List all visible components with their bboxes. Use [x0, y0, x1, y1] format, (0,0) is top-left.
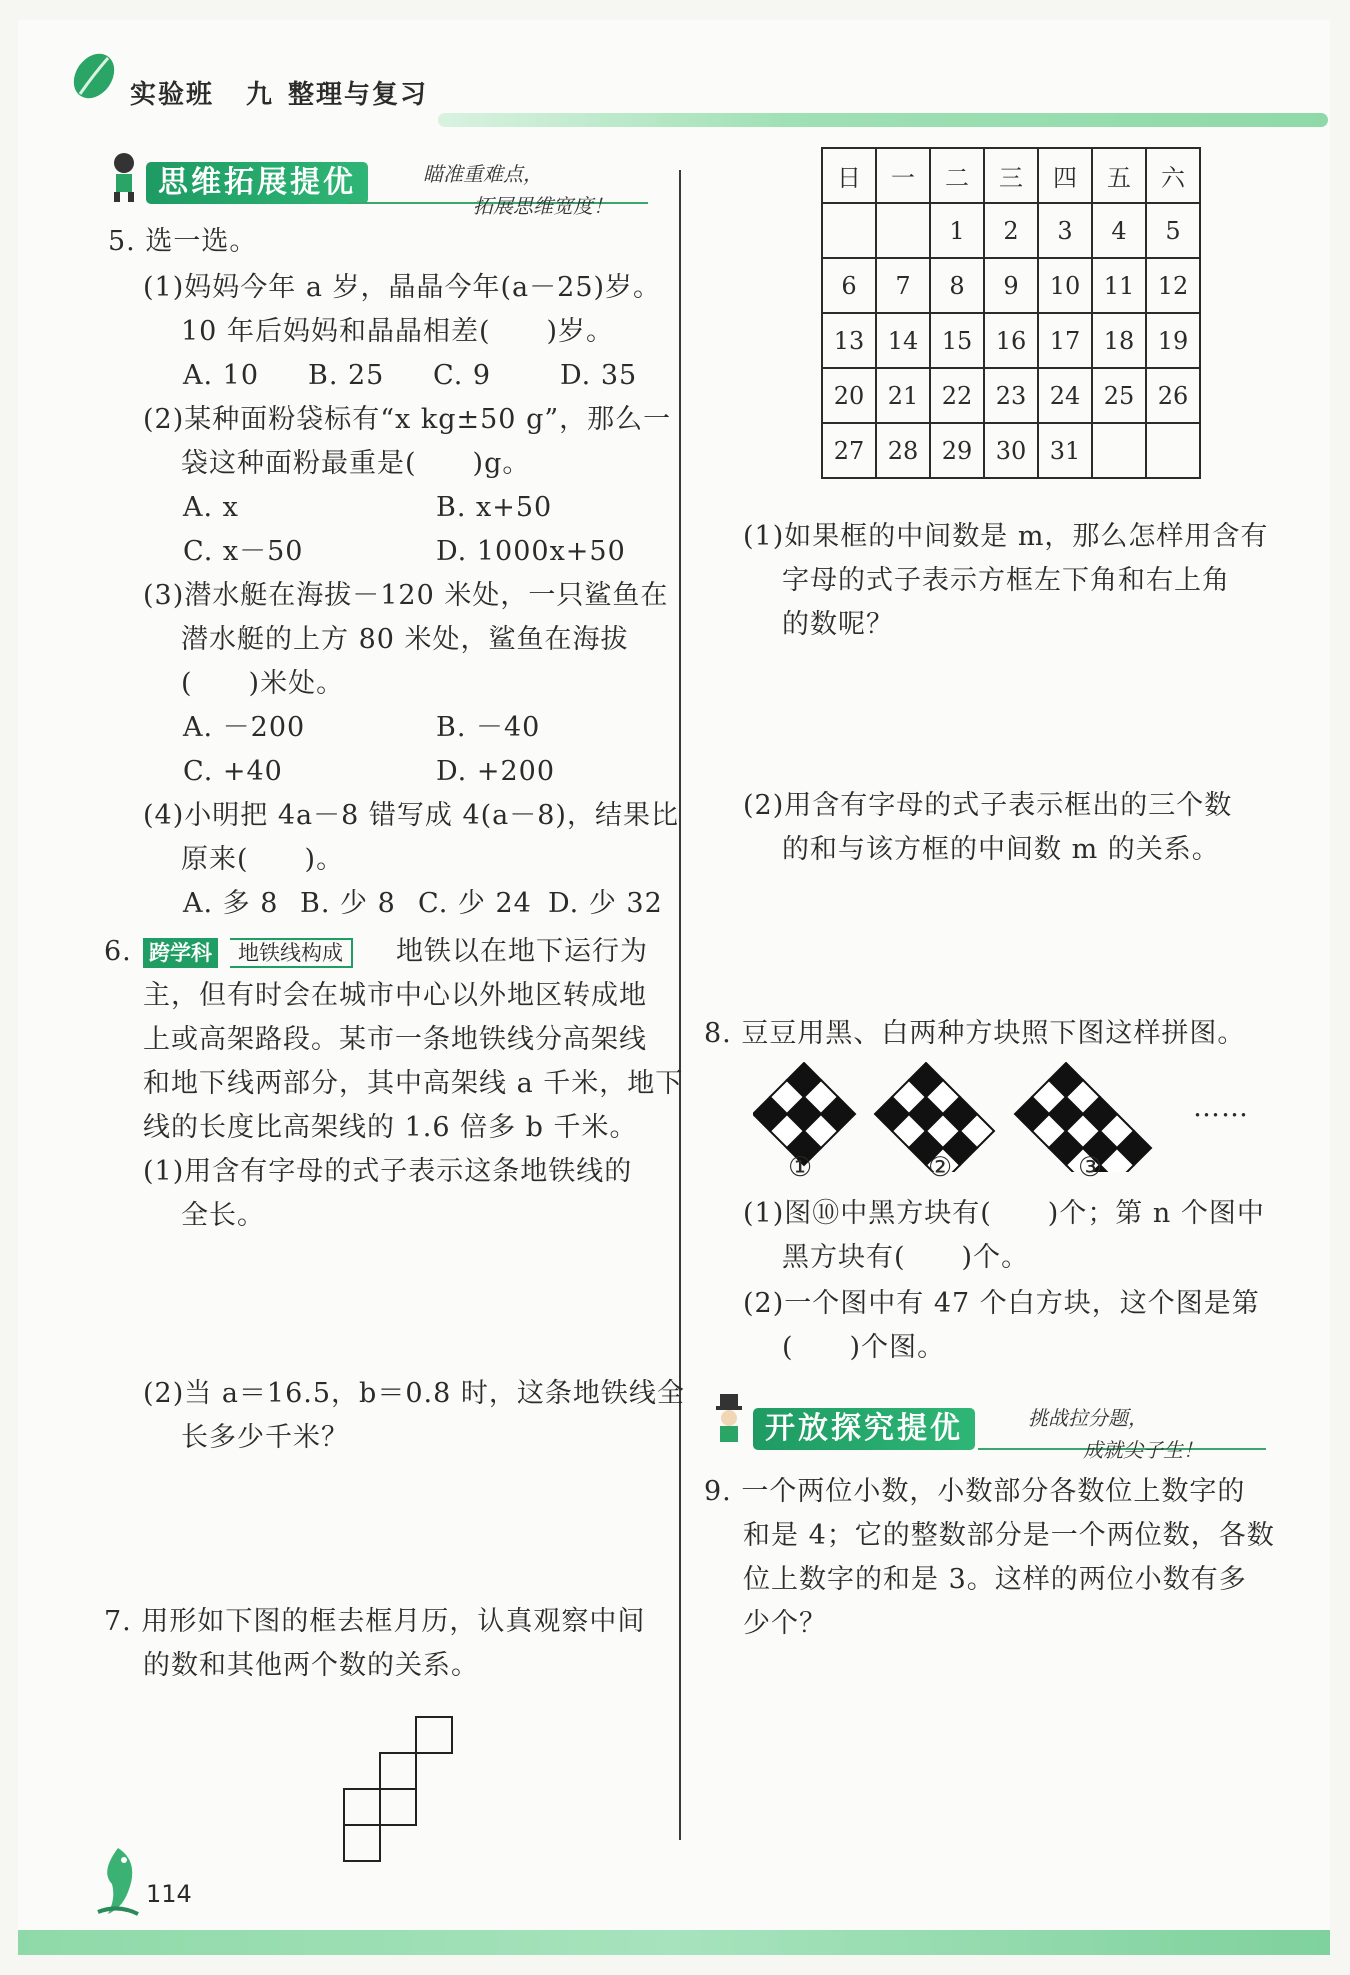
q5-2-option: D. 1000x+50: [436, 536, 626, 567]
calendar-cell: 21: [876, 368, 930, 423]
calendar-header-row: [822, 148, 1200, 203]
q5-2-line: 袋这种面粉最重是( )g。: [181, 448, 531, 479]
workbook-page: [18, 20, 1330, 1955]
banner-note-2: 成就尖子生！: [1083, 1438, 1203, 1462]
calendar-header: 日: [822, 148, 876, 203]
q5-2-option: B. x+50: [436, 492, 553, 523]
calendar-cell: 17: [1038, 313, 1092, 368]
calendar-header: 三: [984, 148, 1038, 203]
pattern-label: ①: [788, 1152, 814, 1183]
q5-4-option: B. 少 8: [300, 888, 396, 919]
calendar-cell: [1146, 423, 1200, 478]
q8-1-line: (1)图⑩中黑方块有( )个；第 n 个图中: [743, 1198, 1265, 1229]
calendar-cell: 29: [930, 423, 984, 478]
banner-note-1: 挑战拉分题，: [1028, 1406, 1148, 1430]
pattern-label: ③: [1078, 1152, 1104, 1183]
q5-2-option: A. x: [183, 492, 239, 523]
q5-1-line: 10 年后妈妈和晶晶相差( )岁。: [181, 316, 615, 347]
calendar-row: [822, 368, 1200, 423]
q5-1-option: B. 25: [308, 360, 385, 391]
calendar-cell: 6: [822, 258, 876, 313]
calendar-cell: 25: [1092, 368, 1146, 423]
q6-text-line: 线的长度比高架线的 1.6 倍多 b 千米。: [143, 1112, 638, 1143]
calendar-row: [822, 203, 1200, 258]
chapter-title: 整理与复习: [288, 80, 429, 110]
calendar-table: [821, 147, 1201, 479]
q5-4-option: C. 少 24: [418, 888, 532, 919]
q5-3-option: C. +40: [183, 756, 283, 787]
magician-mascot-icon: [708, 1392, 752, 1446]
q5-title: 5. 选一选。: [108, 226, 258, 257]
pattern-label: ②: [928, 1152, 954, 1183]
calendar-cell: 31: [1038, 423, 1092, 478]
student-mascot-icon: [104, 150, 144, 204]
q5-3-line: (3)潜水艇在海拔－120 米处，一只鲨鱼在: [143, 580, 669, 611]
q5-3-line: ( )米处。: [181, 668, 345, 699]
q7-2-line: 的和与该方框的中间数 m 的关系。: [782, 834, 1220, 865]
q6-text-line: 和地下线两部分，其中高架线 a 千米，地下: [143, 1068, 684, 1099]
banner-note-1: 瞄准重难点，: [423, 162, 543, 186]
calendar-cell: 23: [984, 368, 1038, 423]
calendar-cell: [822, 203, 876, 258]
calendar-cell: 15: [930, 313, 984, 368]
banner-note-2: 拓展思维宽度！: [473, 194, 613, 218]
calendar-cell: 9: [984, 258, 1038, 313]
pattern-ellipsis: ……: [1193, 1092, 1249, 1123]
leaf-logo-icon: [68, 50, 118, 102]
q8-2-line: (2)一个图中有 47 个白方块，这个图是第: [743, 1288, 1260, 1319]
calendar-cell: 11: [1092, 258, 1146, 313]
column-divider: [679, 170, 681, 1840]
q5-3-option: D. +200: [436, 756, 556, 787]
calendar-cell: 24: [1038, 368, 1092, 423]
q6-text-line: 上或高架路段。某市一条地铁线分高架线: [143, 1024, 647, 1055]
calendar-cell: 19: [1146, 313, 1200, 368]
calendar-cell: 22: [930, 368, 984, 423]
calendar-cell: 14: [876, 313, 930, 368]
q9-line: 9. 一个两位小数，小数部分各数位上数字的: [704, 1476, 1246, 1507]
calendar-header: 六: [1146, 148, 1200, 203]
calendar-row: [822, 423, 1200, 478]
q5-1-option: C. 9: [433, 360, 492, 391]
calendar-header: 四: [1038, 148, 1092, 203]
q5-3-line: 潜水艇的上方 80 米处，鲨鱼在海拔: [181, 624, 629, 655]
calendar-cell: 3: [1038, 203, 1092, 258]
header-bar: [438, 113, 1328, 127]
calendar-cell: 2: [984, 203, 1038, 258]
q7-2-line: (2)用含有字母的式子表示框出的三个数: [743, 790, 1233, 821]
calendar-cell: 30: [984, 423, 1038, 478]
q5-2-line: (2)某种面粉袋标有“x kg±50 g”，那么一: [143, 404, 672, 435]
q6-1-line: (1)用含有字母的式子表示这条地铁线的: [143, 1156, 633, 1187]
q6-2-line: (2)当 a＝16.5，b＝0.8 时，这条地铁线全: [143, 1378, 685, 1409]
dolphin-mascot-icon: [88, 1842, 148, 1920]
calendar-row: [822, 313, 1200, 368]
calendar-cell: 4: [1092, 203, 1146, 258]
calendar-cell: 10: [1038, 258, 1092, 313]
q5-1-option: D. 35: [560, 360, 638, 391]
calendar-cell: [876, 203, 930, 258]
q7-line: 的数和其他两个数的关系。: [143, 1650, 479, 1681]
calendar-cell: 28: [876, 423, 930, 478]
chapter-number: 九: [246, 80, 273, 110]
q6-text-line: 主，但有时会在城市中心以外地区转成地: [143, 980, 647, 1011]
q5-4-option: A. 多 8: [183, 888, 279, 919]
calendar-cell: 1: [930, 203, 984, 258]
q5-1-line: (1)妈妈今年 a 岁，晶晶今年(a－25)岁。: [143, 272, 662, 303]
calendar-cell: 13: [822, 313, 876, 368]
calendar-cell: 8: [930, 258, 984, 313]
q6-1-line: 全长。: [181, 1200, 265, 1231]
q6-2-line: 长多少千米？: [181, 1422, 349, 1453]
q5-4-line: 原来( )。: [181, 844, 345, 875]
q5-1-option: A. 10: [183, 360, 260, 391]
calendar-cell: 26: [1146, 368, 1200, 423]
series-title: 实验班: [130, 80, 215, 110]
calendar-cell: 5: [1146, 203, 1200, 258]
section-banner-expand: 思维拓展提优: [146, 162, 368, 204]
calendar-row: [822, 258, 1200, 313]
q6-number: 6.: [104, 936, 132, 967]
q5-3-option: A. －200: [183, 712, 306, 743]
q5-2-option: C. x－50: [183, 536, 304, 567]
footer-bar: [18, 1930, 1330, 1955]
calendar-cell: [1092, 423, 1146, 478]
q8-title: 8. 豆豆用黑、白两种方块照下图这样拼图。: [704, 1018, 1246, 1049]
section-banner-open: 开放探究提优: [753, 1408, 975, 1450]
q5-4-option: D. 少 32: [548, 888, 663, 919]
q8-2-line: ( )个图。: [782, 1332, 946, 1363]
calendar-cell: 18: [1092, 313, 1146, 368]
calendar-header: 一: [876, 148, 930, 203]
q5-3-option: B. －40: [436, 712, 541, 743]
topic-tag: 地铁线构成: [230, 938, 353, 968]
calendar-cell: 7: [876, 258, 930, 313]
page-number: 114: [146, 1880, 192, 1908]
q9-line: 和是 4；它的整数部分是一个两位数，各数: [743, 1520, 1275, 1551]
q7-1-line: (1)如果框的中间数是 m，那么怎样用含有: [743, 521, 1269, 552]
q7-line: 7. 用形如下图的框去框月历，认真观察中间: [104, 1606, 646, 1637]
q7-1-line: 字母的式子表示方框左下角和右上角: [782, 565, 1230, 596]
calendar-header: 二: [930, 148, 984, 203]
calendar-header: 五: [1092, 148, 1146, 203]
calendar-cell: 20: [822, 368, 876, 423]
calendar-cell: 27: [822, 423, 876, 478]
calendar-cell: 12: [1146, 258, 1200, 313]
q5-4-line: (4)小明把 4a－8 错写成 4(a－8)，结果比: [143, 800, 679, 831]
subject-tag: 跨学科: [143, 938, 218, 968]
q8-1-line: 黑方块有( )个。: [782, 1242, 1030, 1273]
q7-1-line: 的数呢？: [782, 609, 894, 640]
q9-line: 少个？: [743, 1608, 827, 1639]
q6-text-line: 地铁以在地下运行为: [396, 936, 648, 967]
q9-line: 位上数字的和是 3。这样的两位小数有多: [743, 1564, 1247, 1595]
calendar-cell: 16: [984, 313, 1038, 368]
